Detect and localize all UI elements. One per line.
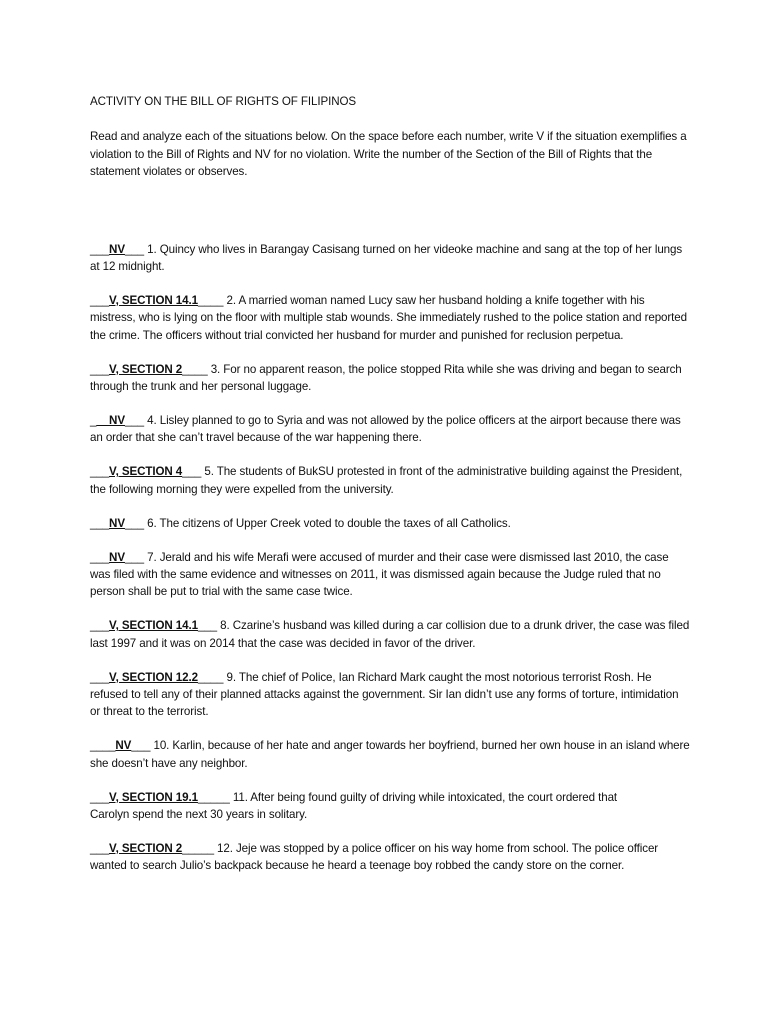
answer-blank-tail: ___ (124, 516, 148, 530)
situation-text: 5. The students of BukSU protested in front of the administrative building against the President, the following morning they were expelled from the university. (90, 465, 683, 496)
answer-blank-tail: _____ (182, 841, 218, 855)
situation-text: 3. For no apparent reason, the police stopped Rita while she was driving and began to search through the trunk and her personal luggage. (90, 362, 682, 394)
answer-text: V, SECTION 19.1 (109, 790, 198, 804)
instructions-paragraph: Read and analyze each of the situations below. On the space before each number, write V if the situation exemplifies a violation to the Bill of Rights and NV for no violation. Write the number of the Section of the Bill of Rights that the statement violates or observes. (90, 130, 687, 179)
list-item (90, 241, 690, 276)
document-title: ACTIVITY ON THE BILL OF RIGHTS OF FILIPINOS (90, 95, 357, 108)
answer-blank-tail: ____ (197, 293, 227, 307)
situation-text: 6. The citizens of Upper Creek voted to double the taxes of all Catholics. (147, 516, 511, 530)
answer-text: V, SECTION 2 (109, 362, 183, 376)
answer-blank-tail: ____ (197, 670, 227, 684)
situation-text: 9. The chief of Police, Ian Richard Mark caught the most notorious terrorist Rosh. He refused to tell any of their planned attacks against the government. Sir Ian didn’t use any forms of torture, intimidation or threat to the terrorist. (90, 670, 679, 719)
situation-text: 8. Czarine’s husband was killed during a car collision due to a drunk driver, the case was filed last 1997 and it was on 2014 that the case was decided in favor of the driver. (90, 619, 690, 650)
answer-blank-tail: ___ (182, 465, 205, 479)
answer-blank-lead: _ (90, 413, 97, 427)
answer-blank-lead: ___ (90, 293, 110, 307)
situation-text: 7. Jerald and his wife Merafi were accused of murder and their case were dismissed last 2010, the case was filed with the same evidence and witnesses on 2011, it was dismissed again because the Judge ruled that no person shall be put to trial with the same case twice. (90, 550, 669, 599)
list-item (90, 292, 690, 344)
answer-blank-lead: ___ (90, 550, 110, 564)
list-item (90, 412, 690, 447)
situation-text-continued: Carolyn spend the next 30 years in solitary. (90, 807, 308, 821)
situation-text: 1. Quincy who lives in Barangay Casisang turned on her videoke machine and sang at the top of her lungs at 12 midnight. (90, 242, 683, 274)
list-item (90, 840, 690, 875)
answer-blank-lead: ____ (90, 739, 116, 753)
situation-text: 12. Jeje was stopped by a police officer on his way home from school. The police officer wanted to search Julio’s backpack because he heard a teenage boy robbed the candy store on the corner. (90, 841, 659, 873)
answer-blank-lead: ___ (90, 619, 110, 633)
answer-blank-tail: ___ (124, 242, 148, 256)
document-page (90, 93, 690, 891)
answer-text: V, SECTION 14.1 (109, 619, 198, 633)
list-item (90, 515, 690, 532)
situation-text: 10. Karlin, because of her hate and anger towards her boyfriend, burned her own house in an island where she doesn’t have any neighbor. (90, 739, 690, 770)
answer-blank-lead: ___ (90, 670, 110, 684)
answer-text: NV (109, 516, 125, 530)
list-item (90, 463, 690, 498)
situation-text: 11. After being found guilty of driving while intoxicated, the court ordered that (232, 790, 618, 804)
list-item (90, 549, 690, 601)
answer-blank-tail: ___ (124, 413, 148, 427)
answer-blank-tail: ____ (182, 362, 211, 376)
answer-blank-tail: ___ (197, 619, 221, 633)
answer-blank-tail: ___ (124, 550, 148, 564)
list-item (90, 617, 690, 652)
answer-blank-lead: ___ (90, 841, 110, 855)
answer-text: NV (115, 739, 132, 753)
answer-text: NV (109, 242, 125, 256)
situation-text: 2. A married woman named Lucy saw her husband holding a knife together with his mistress, who is lying on the floor with multiple stab wounds. She immediately rushed to the police station and reported the crime. The officers without trial convicted her husband for murder and punished for reclusion perpetua. (90, 293, 687, 342)
answer-blank-lead: ___ (90, 362, 110, 376)
answer-blank-lead: ___ (90, 790, 110, 804)
answer-text: NV (109, 550, 125, 564)
list-item (90, 737, 690, 772)
answer-blank-lead: ___ (90, 516, 110, 530)
situation-text: 4. Lisley planned to go to Syria and was not allowed by the police officers at the airport because there was an order that she can’t travel because of the war happening there. (90, 413, 681, 445)
list-item (90, 361, 690, 396)
list-item (90, 669, 690, 721)
answer-text: V, SECTION 2 (109, 841, 183, 855)
answer-blank-lead: ___ (90, 465, 110, 479)
answer-blank-tail: ___ (131, 739, 154, 753)
answer-text: __NV (96, 413, 125, 427)
answer-text: V, SECTION 12.2 (109, 670, 198, 684)
list-item (90, 789, 690, 824)
answer-text: V, SECTION 4 (109, 465, 183, 479)
answer-blank-tail: _____ (197, 790, 233, 804)
answer-blank-lead: ___ (90, 242, 110, 256)
answer-text: V, SECTION 14.1 (109, 293, 198, 307)
